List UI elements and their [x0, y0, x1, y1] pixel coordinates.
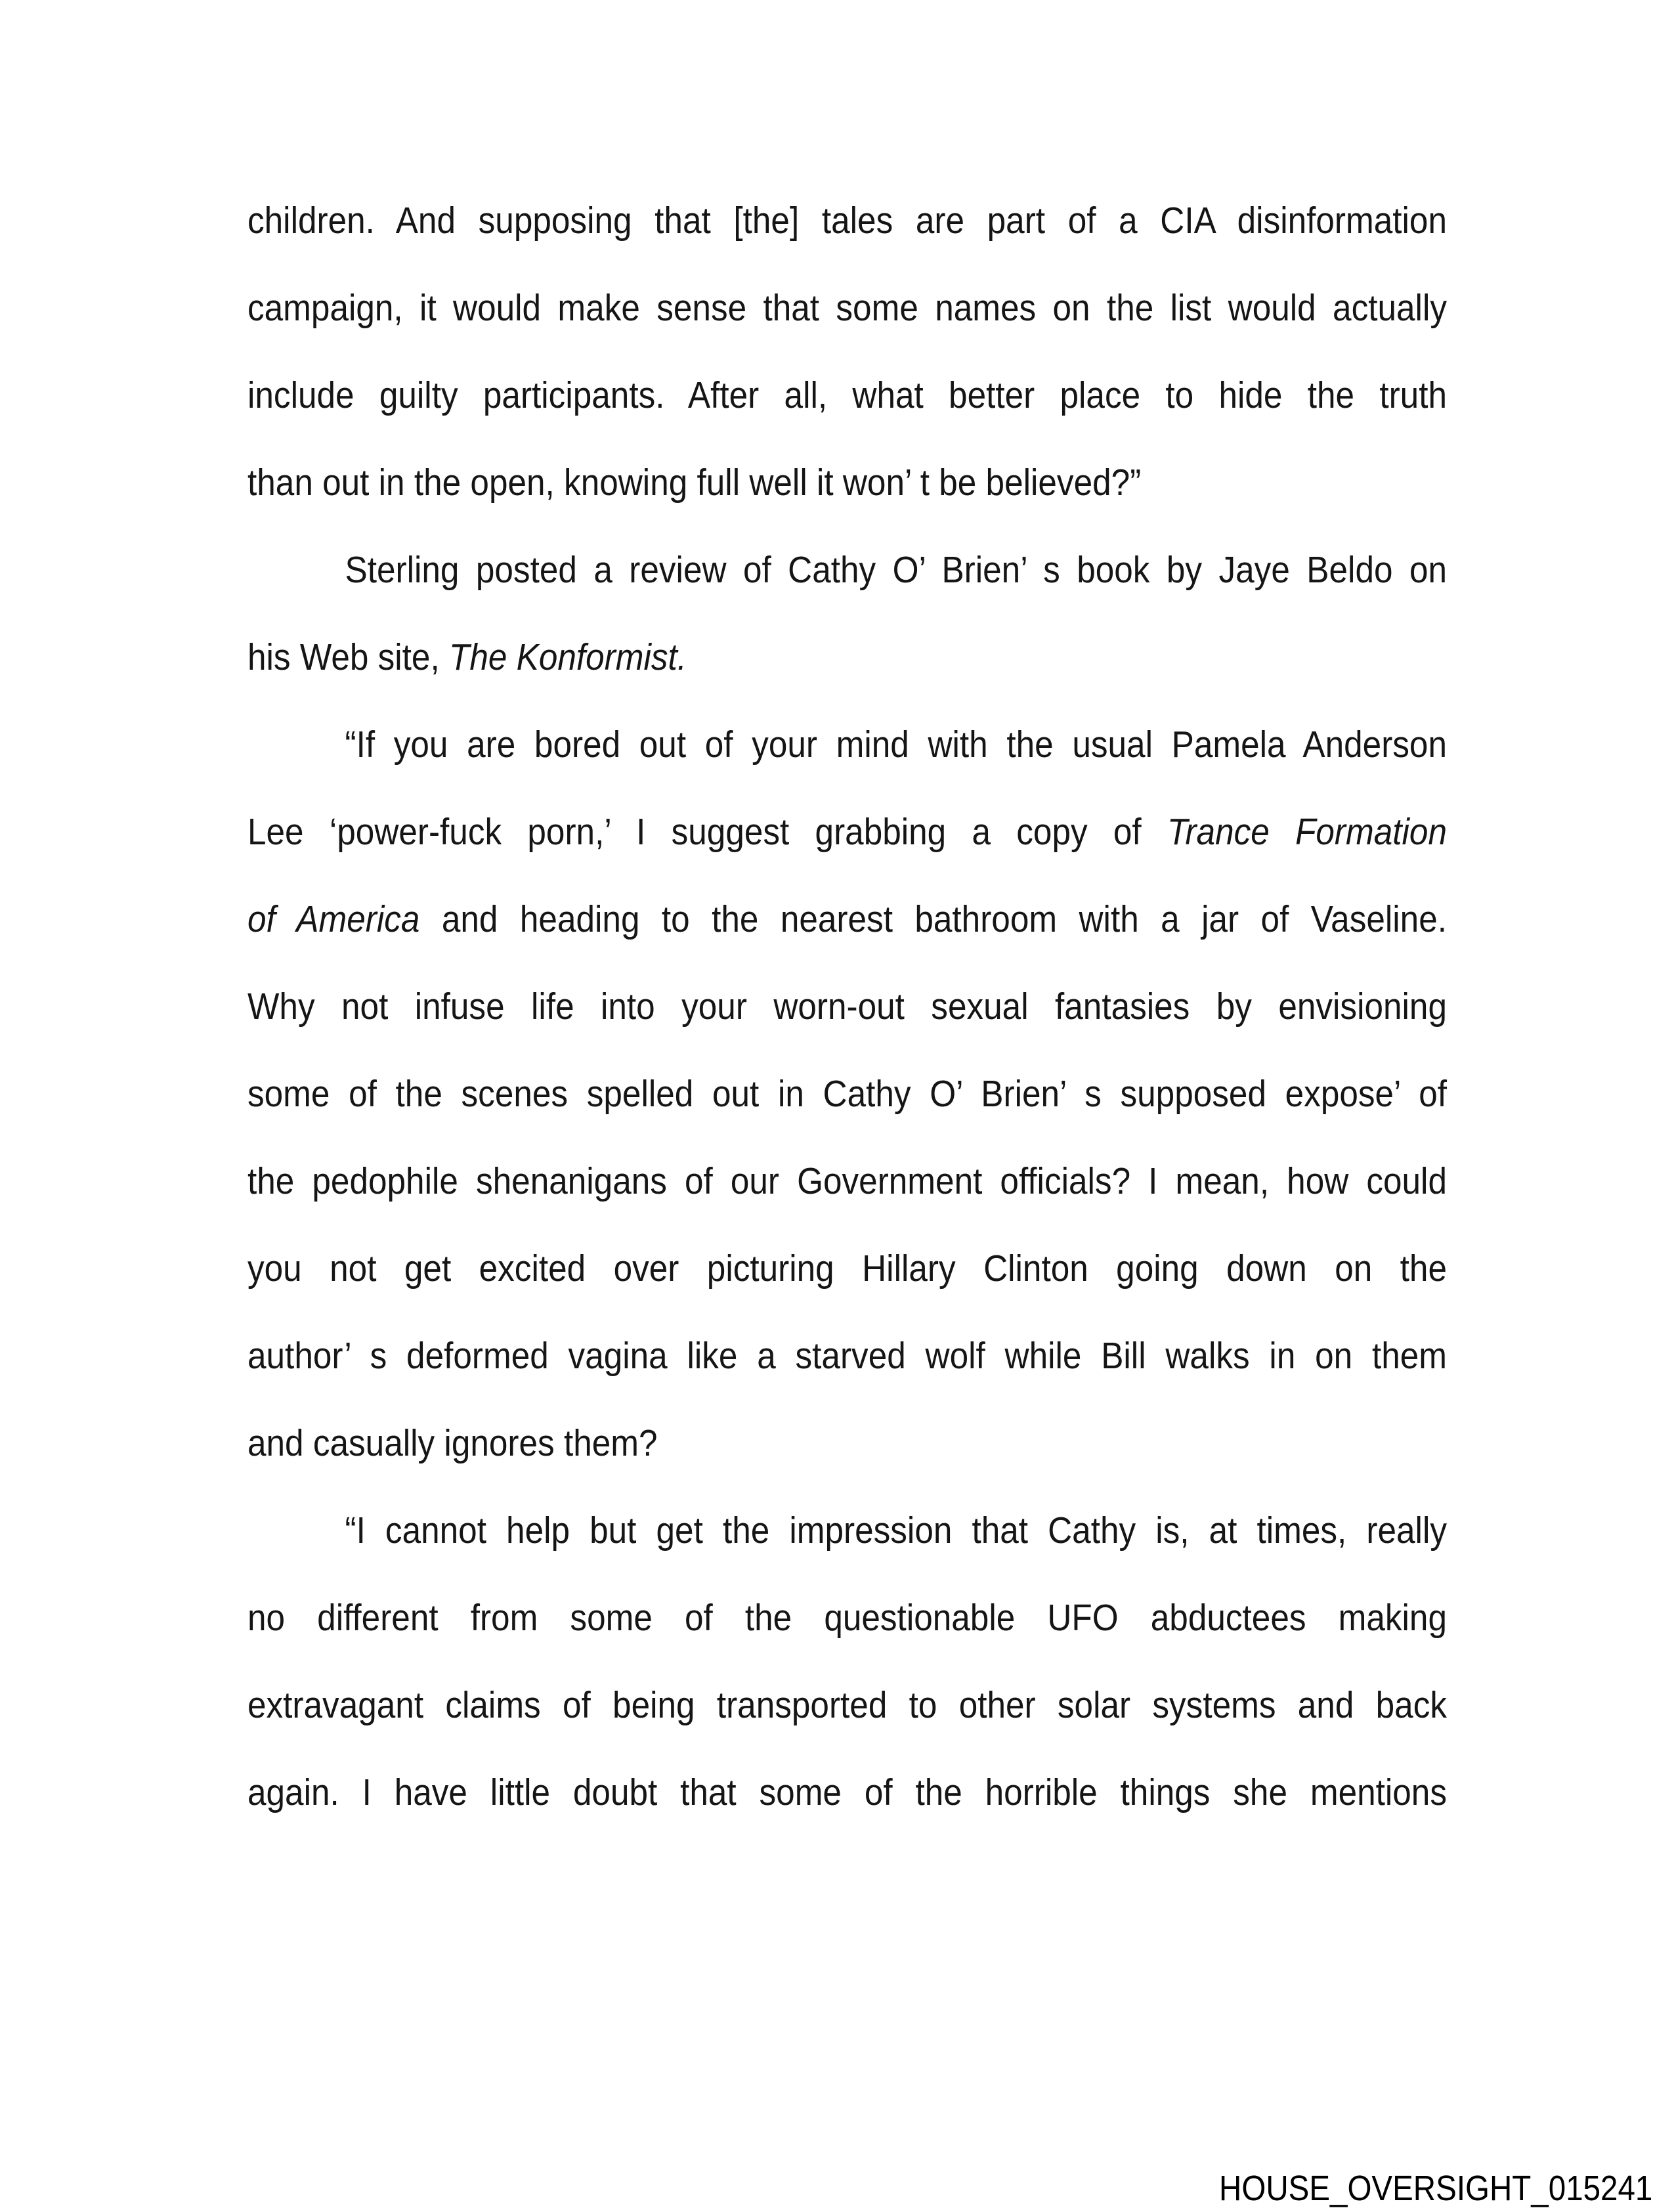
document-line [247, 1051, 1447, 1138]
text-run: you not get excited over picturing Hillary Clinton going down on the [247, 1247, 1447, 1290]
document-line [247, 1662, 1447, 1749]
document-line [247, 1487, 1447, 1574]
text-run: “If you are bored out of your mind with the usual Pamela Anderson [345, 724, 1447, 766]
document-line [247, 1574, 1447, 1662]
text-run: some of the scenes spelled out in Cathy O’ Brien’ s supposed expose’ of [247, 1073, 1447, 1115]
italic-text-run: Trance Formation [1167, 811, 1447, 853]
document-line [247, 1225, 1447, 1312]
text-run: author’ s deformed vagina like a starved wolf while Bill walks in on them [247, 1335, 1447, 1377]
document-line [247, 177, 1447, 265]
text-run: children. And supposing that [the] tales are part of a CIA disinformation [247, 200, 1447, 242]
text-run: campaign, it would make sense that some names on the list would actually [247, 287, 1447, 329]
text-run: and heading to the nearest bathroom with a jar of Vaseline. [419, 898, 1447, 940]
document-line [247, 1749, 1447, 1836]
document-line [247, 527, 1447, 614]
text-run: the pedophile shenanigans of our Government officials? I mean, how could [247, 1160, 1447, 1202]
text-run: no different from some of the questionable UFO abductees making [247, 1597, 1447, 1639]
text-run: extravagant claims of being transported to other solar systems and back [247, 1684, 1447, 1726]
document-line [247, 265, 1447, 352]
text-run: than out in the open, knowing full well it won’ t be believed?” [247, 462, 1142, 504]
document-line [247, 701, 1447, 789]
text-run: “I cannot help but get the impression that Cathy is, at times, really [345, 1509, 1447, 1551]
text-run: his Web site, [247, 636, 449, 678]
italic-text-run: The Konformist. [448, 636, 687, 678]
italic-text-run: of America [247, 898, 420, 940]
text-run: Sterling posted a review of Cathy O’ Brien’ s book by Jaye Beldo on [345, 549, 1447, 591]
text-block [247, 177, 1447, 1836]
document-line [247, 1400, 1447, 1487]
document-line [247, 876, 1447, 963]
document-line [247, 614, 1447, 701]
text-run: again. I have little doubt that some of the horrible things she mentions [247, 1771, 1447, 1813]
document-line [247, 1312, 1447, 1400]
text-run: Why not infuse life into your worn-out sexual fantasies by envisioning [247, 986, 1447, 1028]
document-line [247, 789, 1447, 876]
bates-stamp: HOUSE_OVERSIGHT_015241 [1218, 2168, 1652, 2208]
text-run: and casually ignores them? [247, 1422, 658, 1464]
document-line [247, 963, 1447, 1051]
document-line [247, 352, 1447, 439]
document-line [247, 439, 1447, 527]
document-line [247, 1138, 1447, 1225]
text-run: Lee ‘power-fuck porn,’ I suggest grabbing a copy of [247, 811, 1167, 853]
text-run: include guilty participants. After all, what better place to hide the truth [247, 374, 1447, 416]
